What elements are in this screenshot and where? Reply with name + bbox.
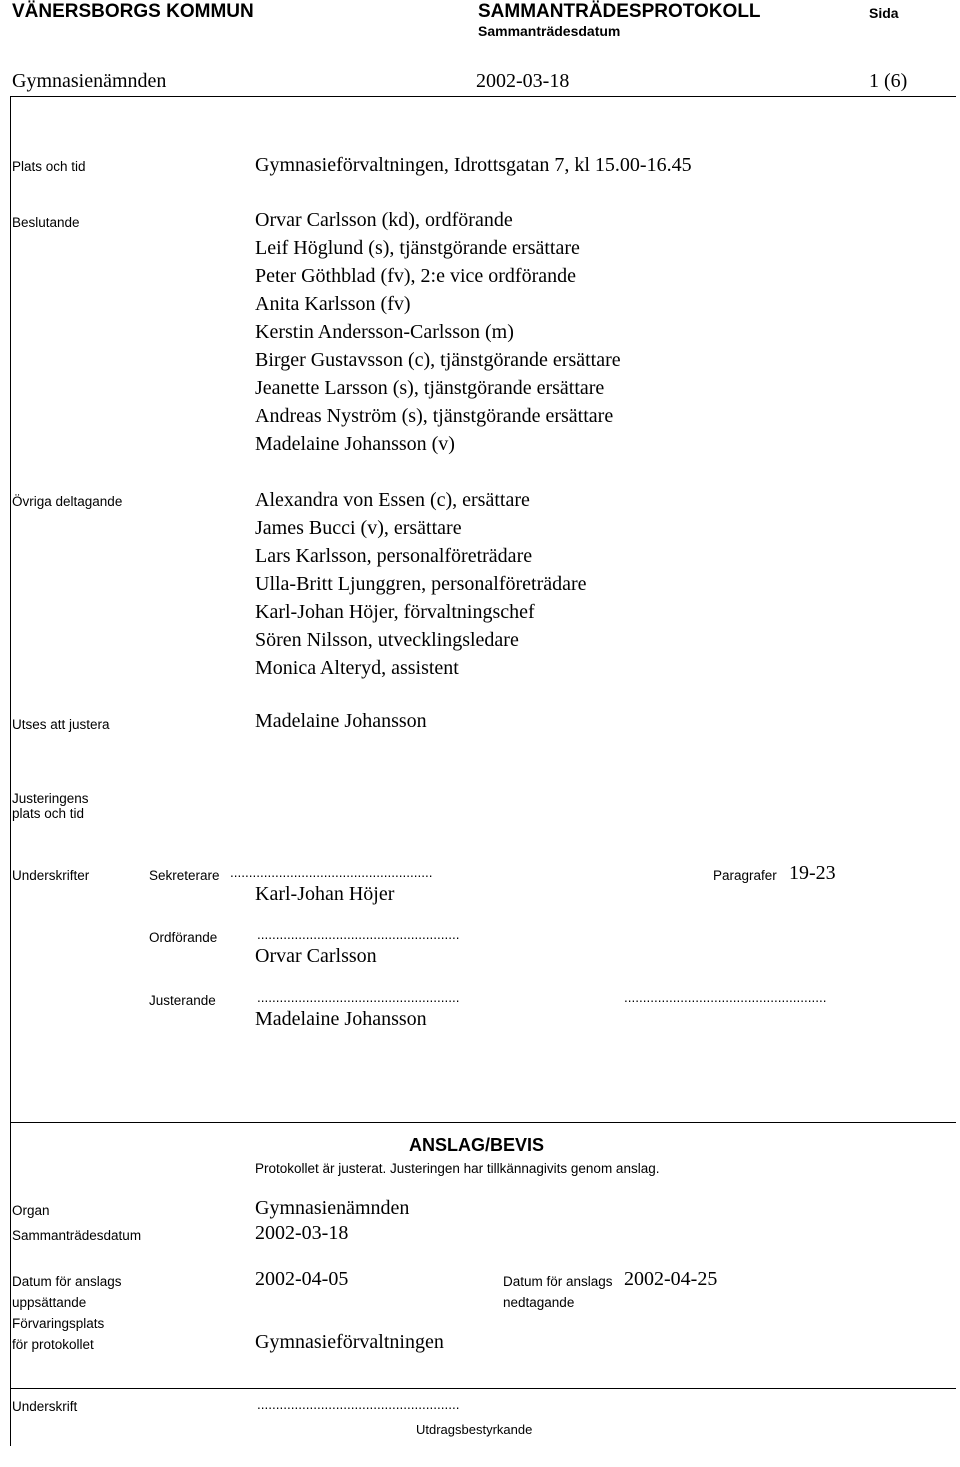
organ-value: Gymnasienämnden <box>255 1197 410 1219</box>
notice-date-value: 2002-03-18 <box>255 1222 349 1244</box>
storage-label-1: Förvaringsplats <box>12 1316 105 1331</box>
adjust-place-label-2: plats och tid <box>12 806 85 821</box>
storage-label-2: för protokollet <box>12 1337 94 1352</box>
deciding-member: Birger Gustavsson (c), tjänstgörande ersättare <box>255 349 621 371</box>
others-list <box>255 486 587 682</box>
other-participant: Monica Alteryd, assistent <box>255 657 459 679</box>
deciding-member: Andreas Nyström (s), tjänstgörande ersättare <box>255 405 614 427</box>
notice-date-label: Sammanträdesdatum <box>12 1228 142 1243</box>
document-type: SAMMANTRÄDESPROTOKOLL <box>478 1 761 22</box>
other-participant: Lars Karlsson, personalföreträdare <box>255 545 533 567</box>
secretary-signature-line: ...................................................... <box>230 865 433 880</box>
deciding-member: Leif Höglund (s), tjänstgörande ersättare <box>255 237 580 259</box>
left-margin-line <box>10 96 11 1446</box>
adjuster-signature-line-2: ...................................................... <box>624 990 827 1005</box>
deciding-member: Jeanette Larsson (s), tjänstgörande ersättare <box>255 377 605 399</box>
deciding-member: Peter Göthblad (fv), 2:e vice ordförande <box>255 265 576 287</box>
other-participant: Sören Nilsson, utvecklingsledare <box>255 629 519 651</box>
other-participant: Karl-Johan Höjer, förvaltningschef <box>255 601 535 623</box>
extract-label: Utdragsbestyrkande <box>416 1422 533 1437</box>
paragraphs-value: 19-23 <box>789 862 836 884</box>
chair-signature-line: ...................................................... <box>257 927 460 942</box>
meeting-date-label: Sammanträdesdatum <box>478 23 621 39</box>
removed-label-1: Datum för anslags <box>503 1274 613 1289</box>
header-divider <box>10 96 956 97</box>
adjust-value: Madelaine Johansson <box>255 710 427 732</box>
org-name: VÄNERSBORGS KOMMUN <box>12 1 254 22</box>
chair-name: Orvar Carlsson <box>255 945 377 967</box>
removed-value: 2002-04-25 <box>624 1268 718 1290</box>
signature-line: ...................................................... <box>257 1397 460 1412</box>
deciding-member: Anita Karlsson (fv) <box>255 293 411 315</box>
secretary-name: Karl-Johan Höjer <box>255 883 395 905</box>
posted-label-2: uppsättande <box>12 1295 87 1310</box>
notice-divider <box>10 1122 956 1123</box>
deciding-label: Beslutande <box>12 215 80 230</box>
posted-value: 2002-04-05 <box>255 1268 349 1290</box>
adjuster-name: Madelaine Johansson <box>255 1008 427 1030</box>
signature-label: Underskrift <box>12 1399 78 1414</box>
deciding-member: Orvar Carlsson (kd), ordförande <box>255 209 513 231</box>
place-label: Plats och tid <box>12 159 86 174</box>
paragraphs-label: Paragrafer <box>713 868 777 883</box>
bottom-divider <box>10 1388 956 1389</box>
posted-label-1: Datum för anslags <box>12 1274 122 1289</box>
storage-value: Gymnasieförvaltningen <box>255 1331 444 1353</box>
secretary-label: Sekreterare <box>149 868 220 883</box>
notice-subtitle: Protokollet är justerat. Justeringen har tillkännagivits genom anslag. <box>255 1161 660 1176</box>
deciding-list <box>255 206 621 458</box>
deciding-member: Kerstin Andersson-Carlsson (m) <box>255 321 514 343</box>
adjuster-signature-line: ...................................................... <box>257 990 460 1005</box>
deciding-member: Madelaine Johansson (v) <box>255 433 455 455</box>
other-participant: Alexandra von Essen (c), ersättare <box>255 489 530 511</box>
adjust-label: Utses att justera <box>12 717 110 732</box>
meeting-date: 2002-03-18 <box>476 70 570 92</box>
notice-title: ANSLAG/BEVIS <box>409 1135 545 1155</box>
adjust-place-label-1: Justeringens <box>12 791 89 806</box>
other-participant: James Bucci (v), ersättare <box>255 517 462 539</box>
signatures-label: Underskrifter <box>12 868 90 883</box>
adjuster-label: Justerande <box>149 993 216 1008</box>
chair-label: Ordförande <box>149 930 218 945</box>
organ-label: Organ <box>12 1203 50 1218</box>
board-name: Gymnasienämnden <box>12 70 167 92</box>
removed-label-2: nedtagande <box>503 1295 575 1310</box>
place-value: Gymnasieförvaltningen, Idrottsgatan 7, kl 15.00-16.45 <box>255 154 692 176</box>
others-label: Övriga deltagande <box>12 494 123 509</box>
page-label: Sida <box>869 5 899 21</box>
page-number: 1 (6) <box>869 70 908 92</box>
other-participant: Ulla-Britt Ljunggren, personalföreträdare <box>255 573 587 595</box>
